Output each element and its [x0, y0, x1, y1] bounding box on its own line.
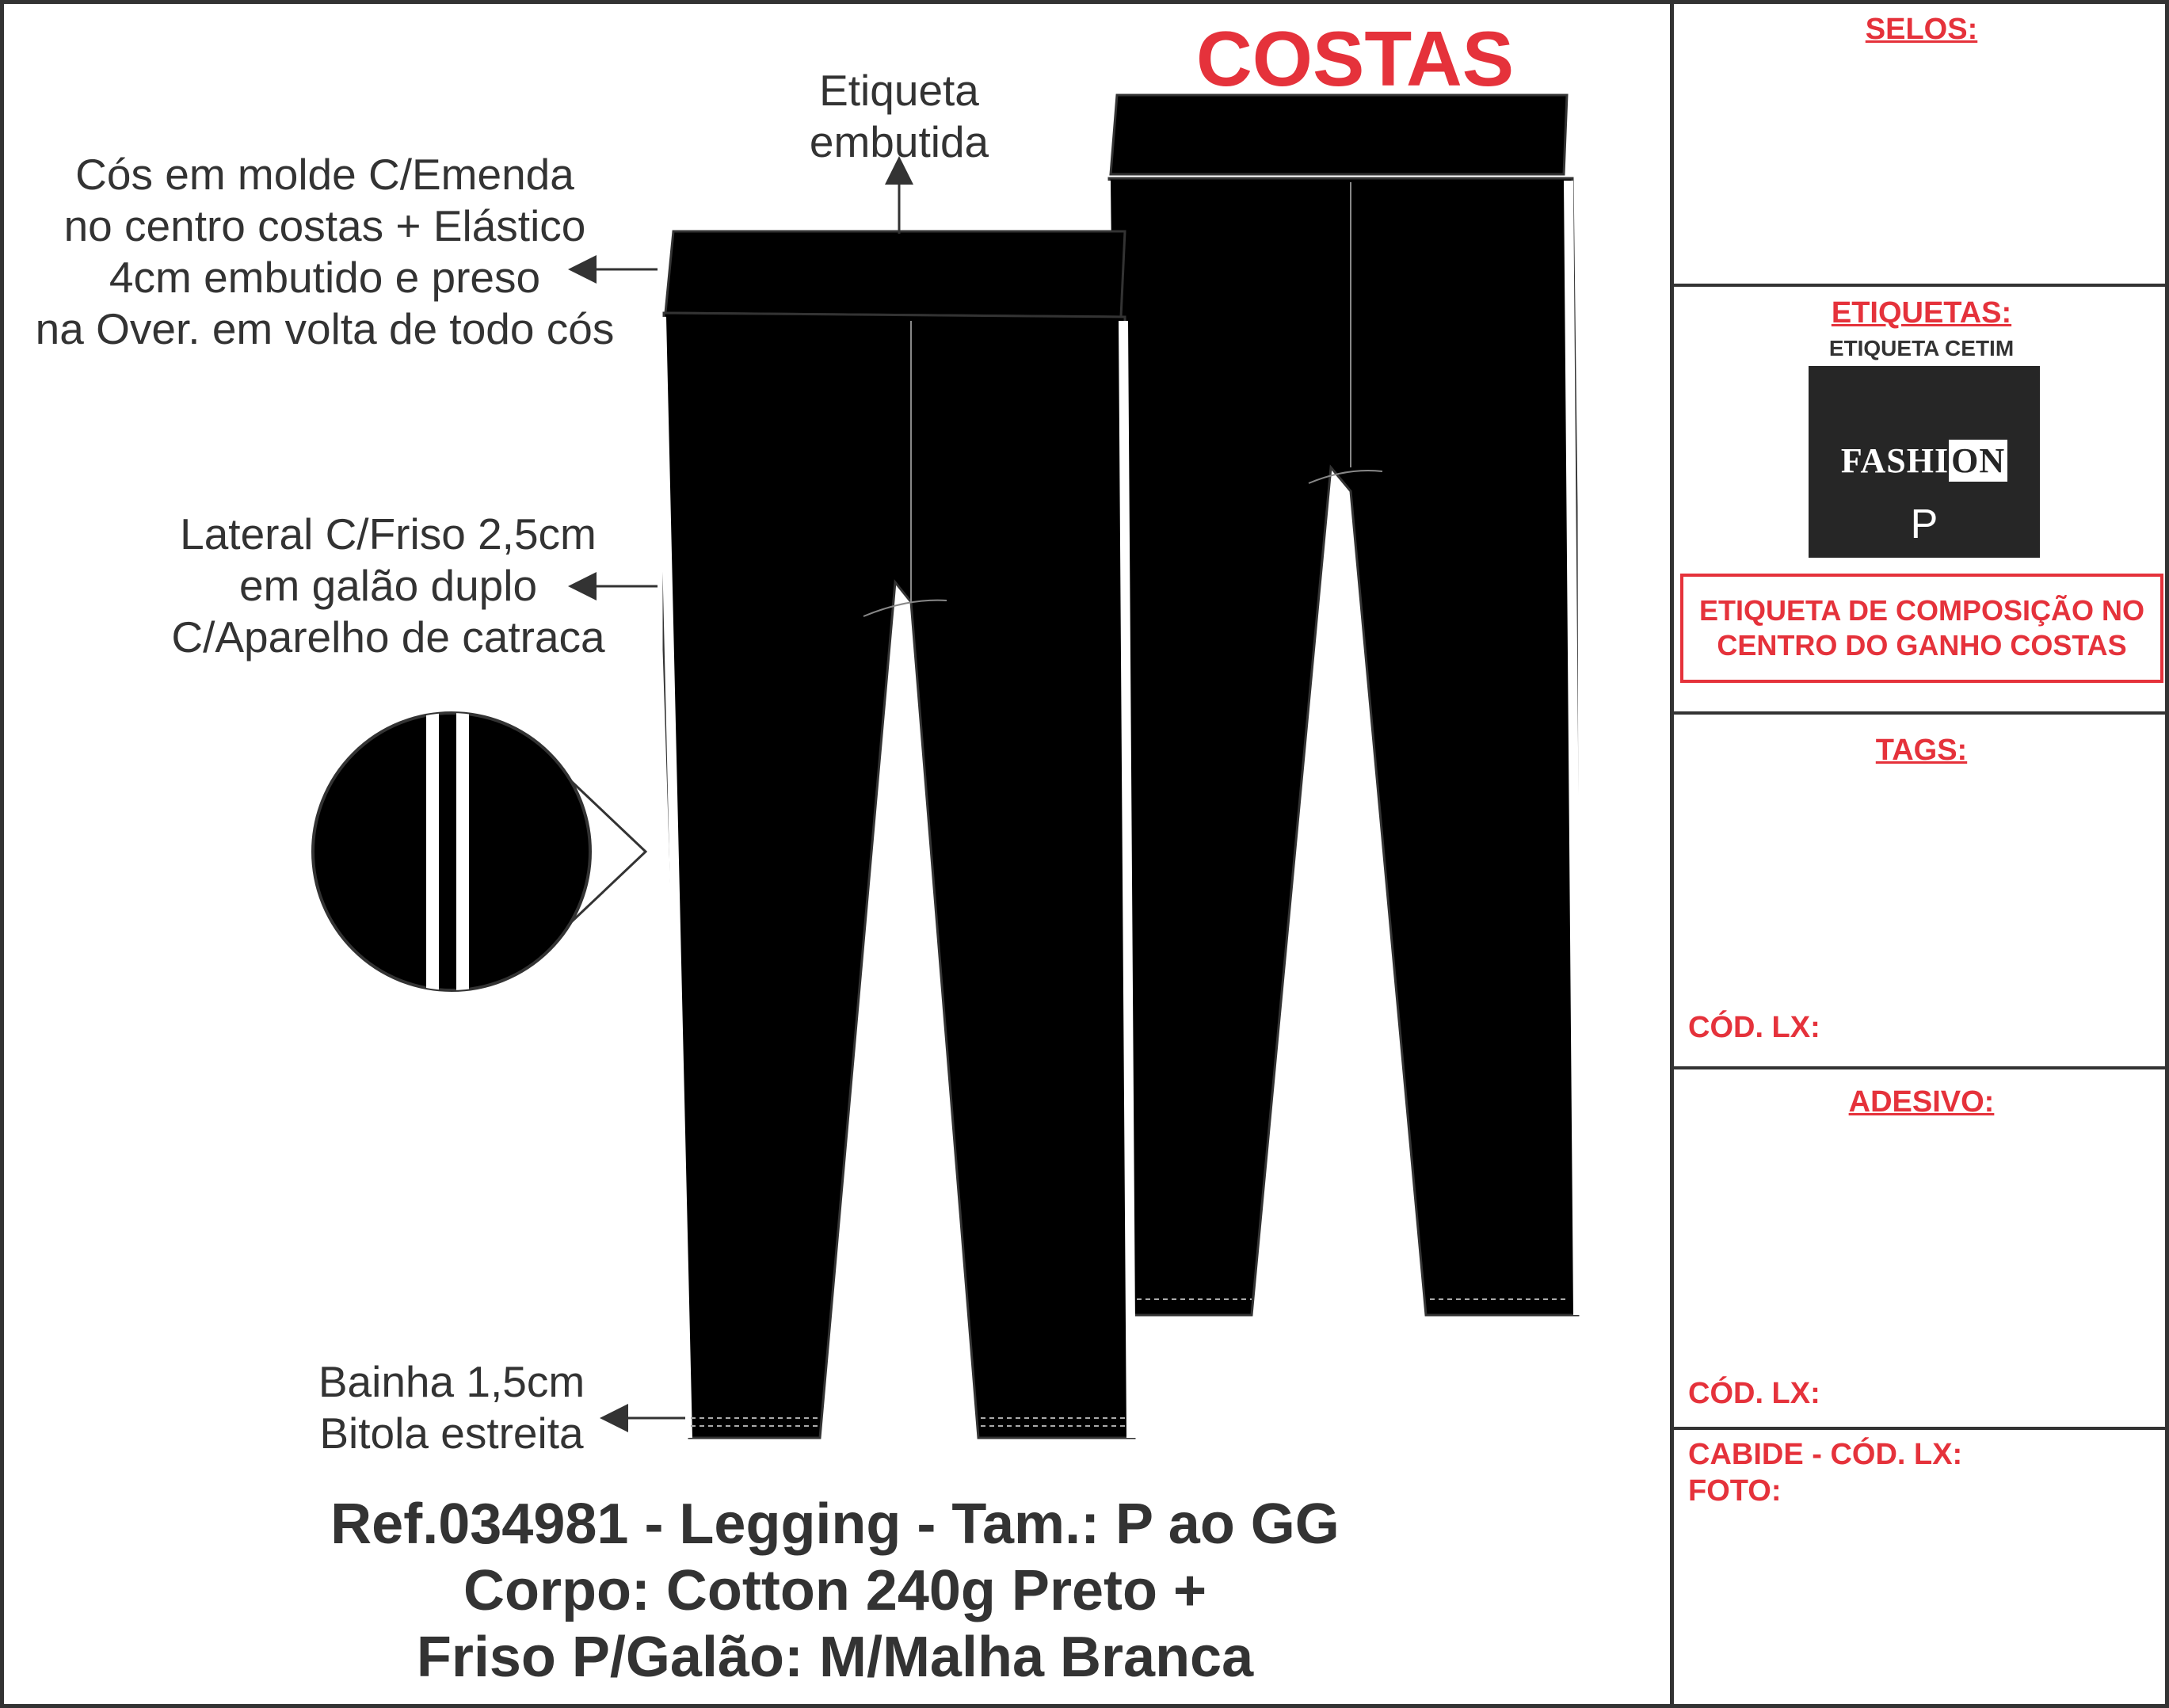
- annotation-line: na Over. em volta de todo cós: [35, 304, 615, 353]
- composition-label-note: [1680, 574, 2163, 683]
- reference-line-3: Friso P/Galão: M/Malha Branca: [416, 1626, 1254, 1689]
- annotation-line: 4cm embutido e preso: [109, 253, 541, 302]
- reference-line-1: Ref.034981 - Legging - Tam.: P ao GG: [330, 1493, 1340, 1556]
- reference-line-2: Corpo: Cotton 240g Preto +: [463, 1559, 1207, 1622]
- adesivo-section: [1674, 1069, 2169, 1430]
- annotation-line: Cós em molde C/Emenda: [75, 150, 574, 199]
- tags-code: CÓD. LX:: [1688, 1011, 1820, 1044]
- view-title: COSTAS: [1196, 15, 1515, 102]
- tags-section: [1674, 715, 2169, 1069]
- foto-label: FOTO:: [1688, 1474, 1782, 1508]
- selos-title: SELOS:: [1865, 13, 1978, 46]
- adesivo-code: CÓD. LX:: [1688, 1377, 1820, 1410]
- reference-block: [0, 1491, 1670, 1691]
- legging-front-view: [661, 231, 1134, 1438]
- stripe-detail-circle: [313, 697, 646, 1014]
- label-brand-part-b: ON: [1949, 440, 2007, 482]
- etiquetas-section: [1674, 287, 2169, 715]
- annotation-line: Bitola estreita: [319, 1409, 584, 1458]
- annotation-line: embutida: [809, 117, 989, 166]
- label-brand: [1809, 440, 2040, 481]
- composition-line-1: ETIQUETA DE COMPOSIÇÃO NO: [1698, 594, 2145, 627]
- annotation-hem: [285, 1356, 618, 1459]
- composition-line-2: CENTRO DO GANHO COSTAS: [1717, 629, 2127, 661]
- annotation-line: C/Aparelho de catraca: [171, 612, 605, 661]
- annotation-waistband: [16, 149, 634, 355]
- label-size: P: [1910, 501, 1938, 547]
- annotation-line: Bainha 1,5cm: [318, 1357, 585, 1406]
- satin-label-preview: [1809, 366, 2040, 558]
- legging-back-view: [1106, 95, 1578, 1315]
- annotation-line: Lateral C/Friso 2,5cm: [180, 509, 597, 559]
- annotation-line: no centro costas + Elástico: [63, 201, 586, 250]
- tags-title: TAGS:: [1875, 734, 1968, 767]
- annotation-line: em galão duplo: [238, 561, 538, 610]
- label-brand-part-a: FASHI: [1840, 441, 1950, 480]
- cabide-code: CABIDE - CÓD. LX:: [1688, 1438, 1963, 1471]
- selos-section: [1674, 0, 2169, 287]
- spec-side-panel: [1670, 0, 2169, 1708]
- etiquetas-title: ETIQUETAS:: [1831, 296, 2012, 330]
- annotation-label-embedded: [784, 65, 1014, 168]
- annotation-line: Etiqueta: [819, 66, 979, 115]
- cabide-section: [1674, 1430, 2169, 1708]
- adesivo-title: ADESIVO:: [1848, 1085, 1995, 1119]
- etiqueta-cetim-label: ETIQUETA CETIM: [1828, 336, 2015, 360]
- annotation-side-stripe: [143, 509, 634, 663]
